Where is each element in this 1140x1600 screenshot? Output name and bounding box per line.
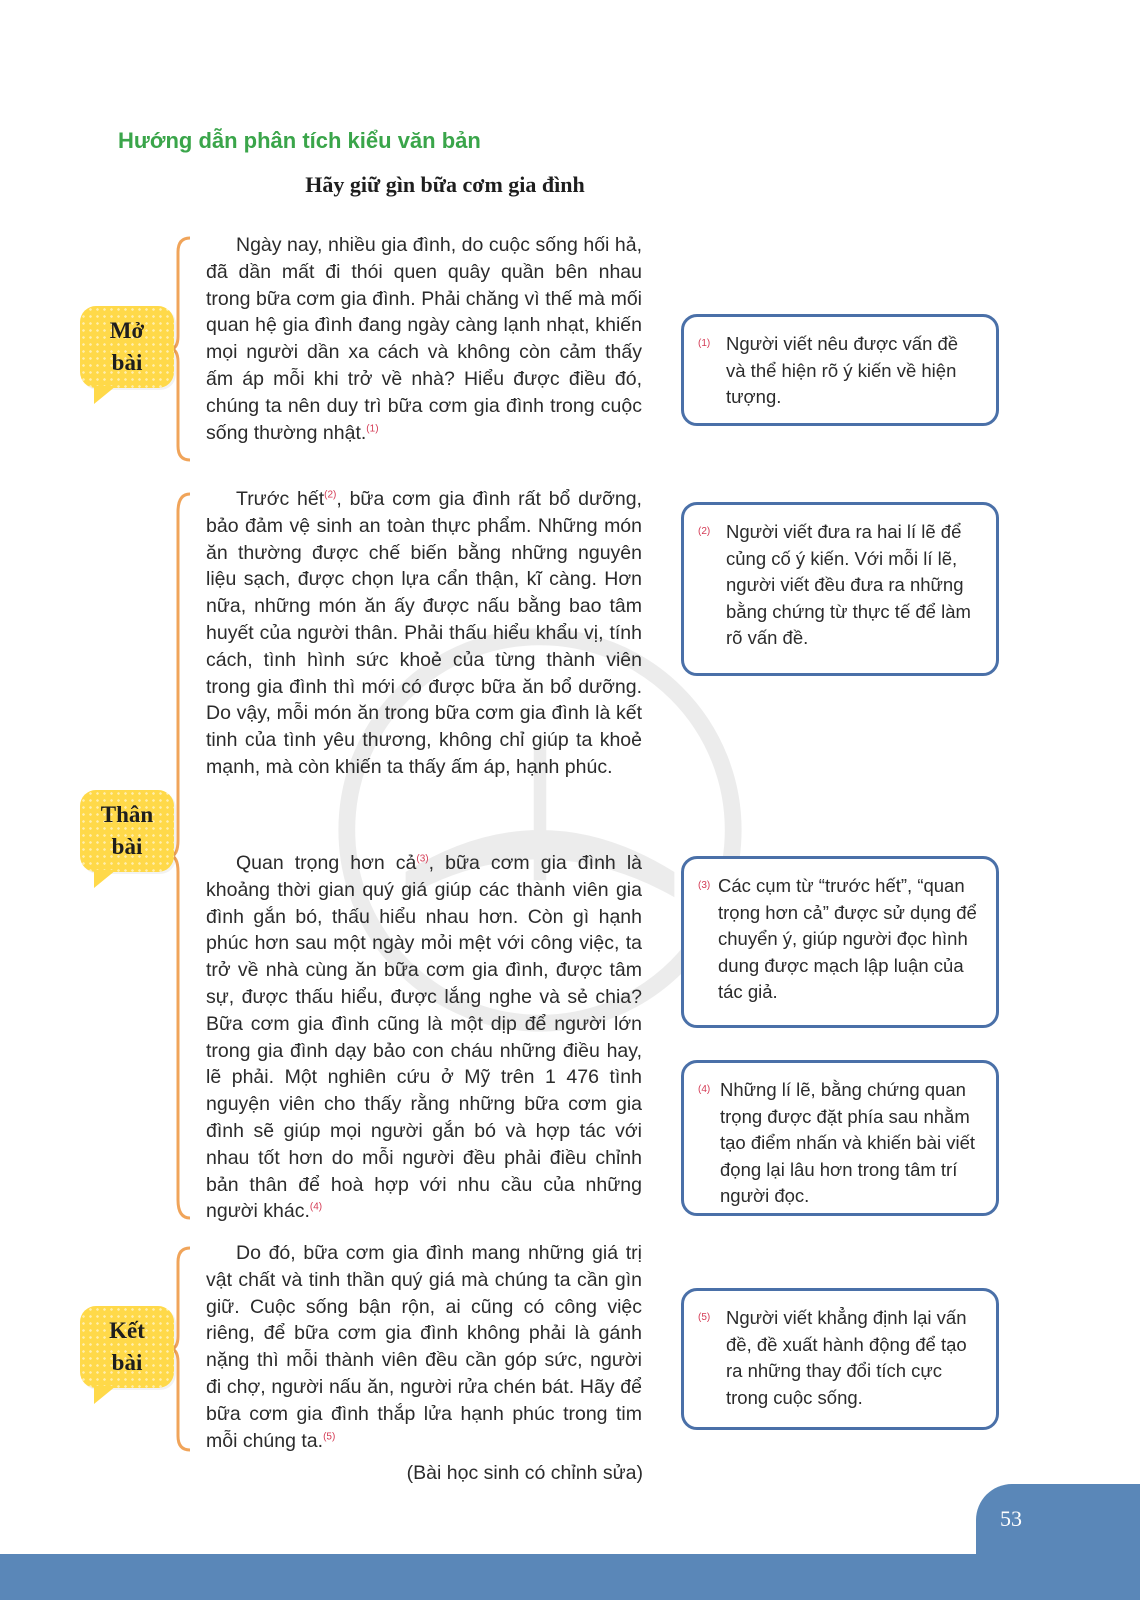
section-heading: Hướng dẫn phân tích kiểu văn bản [118, 128, 481, 153]
paragraph-than-bai-2 [206, 850, 642, 1225]
tag-mo-bai-line2: bài [111, 350, 143, 375]
document-title: Hãy giữ gìn bữa cơm gia đình [305, 172, 585, 197]
reference-marker: (5) [323, 1431, 336, 1443]
tag-than-bai [80, 790, 174, 872]
reference-marker: (3) [416, 853, 429, 865]
paragraph-mo-bai [206, 232, 642, 446]
tag-than-bai-line1: Thân [100, 802, 154, 827]
tag-than-bai-line2: bài [111, 834, 143, 859]
footer-bar [0, 1554, 1140, 1600]
paragraph-text: Do đó, bữa cơm gia đình mang những giá trị vật chất và tinh thần quý giá mà chúng ta cần gìn giữ. Cuộc sống bận rộn, ai cũng có công việc riêng, để bữa cơm gia đình không phải là gánh nặng thì mỗi thành viên đều cần góp sức, người đi chợ, người nấu ăn, người rửa chén bát. Hãy để bữa cơm gia đình thắp lửa hạnh phúc trong tim mỗi chúng ta. [206, 1242, 642, 1452]
paragraph-than-bai-1 [206, 486, 642, 781]
tag-mo-bai [80, 306, 174, 388]
annotation-box-4 [681, 1060, 999, 1216]
paragraph-text: Ngày nay, nhiều gia đình, do cuộc sống hối hả, đã dần mất đi thói quen quây quần bên nhau trong bữa cơm gia đình. Phải chăng vì thế mà mối quan hệ gia đình đang ngày càng lạnh nhạt, khiến mọi người dần xa cách và không còn cảm thấy ấm áp mỗi khi trở về nhà? Hiểu được điều đó, chúng ta nên duy trì bữa cơm gia đình trong cuộc sống thường nhật. [206, 234, 642, 444]
lead-phrase: Trước hết [236, 488, 325, 510]
tag-ket-bai-line2: bài [111, 1350, 143, 1375]
annotation-number: (5) [698, 1312, 711, 1323]
reference-marker: (1) [366, 423, 379, 435]
source-note: (Bài học sinh có chỉnh sửa) [406, 1462, 643, 1484]
annotation-text: Các cụm từ “trước hết”, “quan trọng hơn cả” được sử dụng để chuyển ý, giúp người đọc hình dung được mạch lập luận của tác giả. [718, 875, 977, 1002]
annotation-box-2 [681, 502, 999, 676]
tag-mo-bai-line1: Mở [109, 318, 145, 343]
annotation-text: Người viết nêu được vấn đề và thể hiện rõ ý kiến về hiện tượng. [726, 333, 959, 407]
annotation-box-1 [681, 314, 999, 426]
annotation-text: Những lí lẽ, bằng chứng quan trọng được đặt phía sau nhằm tạo điểm nhấn và khiến bài viết đọng lại lâu hơn trong tâm trí người đọc. [720, 1079, 976, 1206]
annotation-number: (1) [698, 338, 711, 349]
annotation-box-3 [681, 856, 999, 1028]
tag-ket-bai [80, 1306, 174, 1388]
reference-marker: (2) [324, 489, 337, 501]
page-number: 53 [1000, 1506, 1022, 1531]
lead-phrase: Quan trọng hơn cả [236, 852, 417, 874]
tag-ket-bai-line1: Kết [109, 1318, 145, 1343]
annotation-number: (4) [698, 1084, 711, 1095]
paragraph-ket-bai [206, 1240, 642, 1454]
reference-marker: (4) [309, 1201, 323, 1213]
paragraph-text: , bữa cơm gia đình rất bổ dưỡng, bảo đảm vệ sinh an toàn thực phẩm. Những món ăn thường được chế biến bằng những nguyên liệu sạch, được chọn lựa cẩn thận, kĩ càng. Hơn nữa, những món ăn ấy được nấu bằng bao tâm huyết của người thân. Phải thấu hiểu khẩu vị, tính cách, tình hình sức khoẻ của từng thành viên trong gia đình thì mới có được bữa ăn bổ dưỡng. Do vậy, mỗi món ăn trong bữa cơm gia đình là kết tinh của tình yêu thương, không chỉ giúp ta khoẻ mạnh, mà còn khiến ta thấy ấm áp, hạnh phúc. [206, 488, 642, 778]
paragraph-text: , bữa cơm gia đình là khoảng thời gian quý giá giúp các thành viên gia đình gắn bó, thấu hiểu nhau hơn. Còn gì hạnh phúc hơn sau một ngày mỏi mệt với công việc, ta trở về nhà cùng ăn bữa cơm gia đình, được tâm sự, được thấu hiểu, được lắng nghe và sẻ chia? Bữa cơm gia đình cũng là một dịp để người lớn trong gia đình dạy bảo con cháu những điều hay, lẽ phải. Một nghiên cứu ở Mỹ trên 1 476 tình nguyện viên cho thấy rằng những bữa cơm gia đình sẽ giúp mọi người gắn bó và hợp tác với nhau tốt hơn do mỗi người đều phải điều chỉnh bản thân để hoà hợp với nhu cầu của những người khác. [206, 852, 642, 1223]
annotation-text: Người viết đưa ra hai lí lẽ để củng cố ý kiến. Với mỗi lí lẽ, người viết đều đưa ra những bằng chứng từ thực tế để làm rõ vấn đề. [726, 521, 971, 648]
annotation-number: (2) [698, 526, 711, 537]
annotation-box-5 [681, 1288, 999, 1430]
annotation-text: Người viết khẳng định lại vấn đề, đề xuất hành động để tạo ra những thay đổi tích cực trong cuộc sống. [726, 1307, 967, 1408]
annotation-number: (3) [698, 880, 711, 891]
